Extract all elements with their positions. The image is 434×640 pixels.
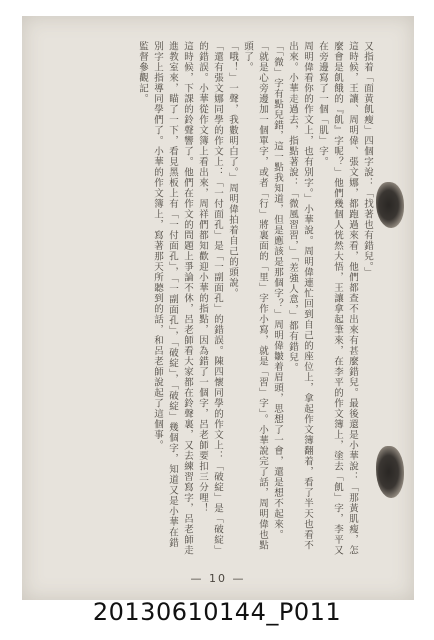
paragraph: 又指着「面黄飢瘦」四個字說：「找著也有錯兒。」 — [362, 41, 373, 278]
paragraph: 「哦！」一聲，我數明白了。」周明偉拍着自己的頭說。 — [227, 41, 238, 299]
paragraph: 「還有張文娜同學的作文上：「一付面孔」是「一副面孔」的錯誤。陳四懷同學的作文上：「破綻」是「破綻」的錯誤。小華從作文簿上看出來，周祥們都知歡迎小華的指點，因為錯了一個字，呂老師要扣三分哩！ — [197, 41, 223, 556]
page-number: — 10 — — [190, 572, 246, 585]
scanned-page — [22, 16, 414, 600]
paragraph: 這時候，王讓、周明偉、張文娜，都跑過來看，他們都查不出來有甚麼錯兒。最後還是小華說：「那黃肌瘦，怎麼會是飢餓的『飢』字呢？」他們幾個人恍然大悟，王讓拿起筆來，在李平的作文簿上，塗去「飢」字，李平又在旁邊寫了一個「肌」字。 — [317, 41, 358, 556]
image-caption: 20130610144_P011 — [92, 598, 342, 626]
paragraph: 周明偉看你的作文上，也有別字。」小華說。周明偉連忙回到自己的座位上，拿起作文簿翻着，看了半天也看不出來。小華走過去，指點著說：「微風習習，」「差強人意，」都有錯兒。 — [287, 41, 313, 551]
burn-mark — [376, 182, 404, 228]
paragraph: 「就是心旁邊加一個單字，或者「行」將裏面的「里」字作小寫，就是「習」字」。小華說完了話，周明偉也點頭了。 — [242, 41, 268, 551]
paragraph: 這時候，下課的鈴聲響了。他們在作文的問題上爭論不休，呂老師看大家都在鈴聲裏，又去練習寫字，呂老師走進教室來，瞄了一下，看見黑板上有「一付面孔」，「一副面孔」，「破綻」，「破綻」幾個字，知道又是小華在錯別字上指導同學們了。小華的作文簿上，寫著那天所聽到的話，和呂老師說起了這個事。 — [152, 41, 193, 556]
vertical-text-body — [40, 41, 375, 556]
paragraph: 監督參觀記。 — [137, 41, 148, 104]
paragraph: 「「微」字有點兒錯，這一點我知道，但是應該是那個字？」周明偉皺着眉頭，思想了一會，還是想不起來。 — [272, 41, 283, 541]
burn-mark — [376, 446, 404, 498]
